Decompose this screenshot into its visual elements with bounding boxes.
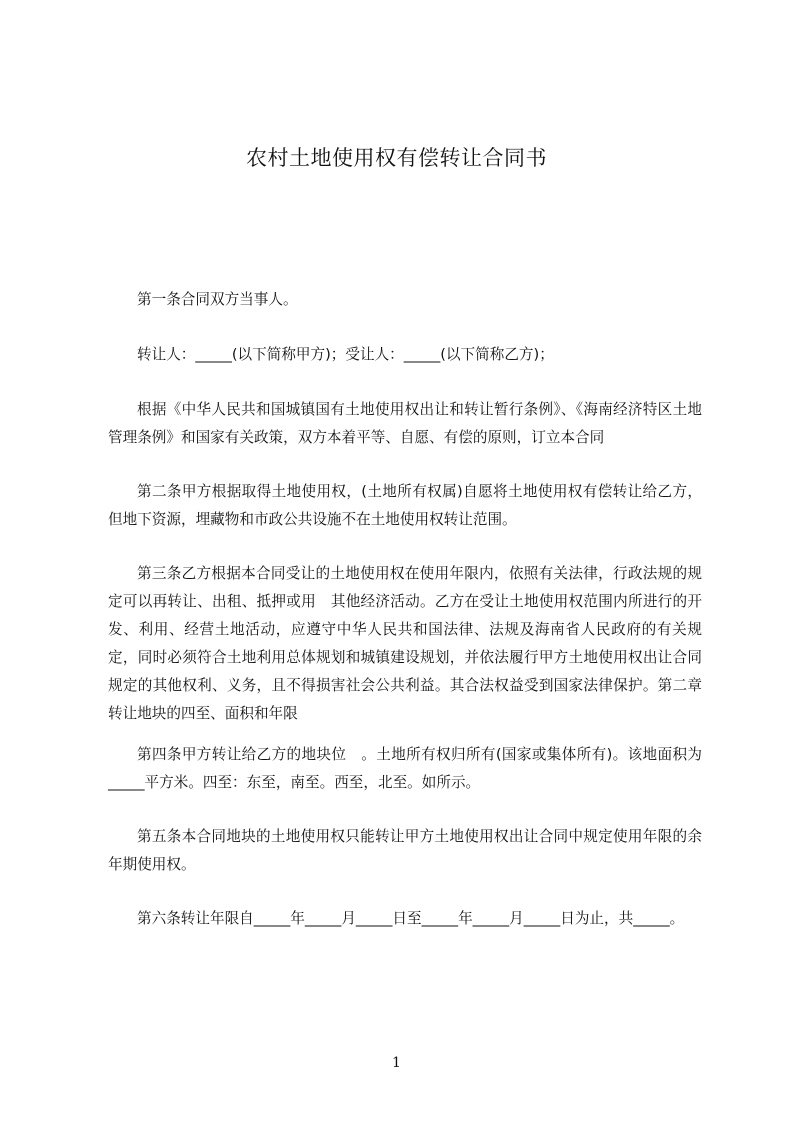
paragraph-article-5: 第五条本合同地块的土地使用权只能转让甲方土地使用权出让合同中规定使用年限的余年期使用权。 xyxy=(108,828,702,873)
paragraph-article-3: 第三条乙方根据本合同受让的土地使用权在使用年限内，依照有关法律，行政法规的规定可以再转让、出租、抵押或用 其他经济活动。乙方在受让土地使用权范围内所进行的开发、利用、经营土地活动，应遵守中华人民共和国法律、法规及海南省人民政府的有关规定，同时必须符合土地利用总体规划和城镇建设规划，并依法履行甲方土地使用权出让合同规定的其他权利、义务，且不得损害社会公共利益。其合法权益受到国家法律保护。第二章转让地块的四至、面积和年限 xyxy=(108,565,702,722)
paragraph-article-6: 第六条转让年限自_____年_____月_____日至_____年_____月_____日为止，共_____。 xyxy=(137,910,685,927)
document-title: 农村土地使用权有偿转让合同书 xyxy=(246,146,547,170)
paragraph-basis: 根据《中华人民共和国城镇国有土地使用权出让和转让暂行条例》、《海南经济特区土地管理条例》和国家有关政策，双方本着平等、自愿、有偿的原则，订立本合同 xyxy=(108,401,702,446)
paragraph-parties: 转让人：_____(以下简称甲方)；受让人：_____(以下简称乙方)； xyxy=(137,346,554,363)
paragraph-article-1: 第一条合同双方当事人。 xyxy=(137,291,298,308)
page-number: 1 xyxy=(392,1055,401,1071)
paragraph-article-4: 第四条甲方转让给乙方的地块位 。土地所有权归所有(国家或集体所有)。该地面积为_____平方米。四至：东至，南至。西至，北至。如所示。 xyxy=(108,746,702,791)
paragraph-article-2: 第二条甲方根据取得土地使用权，(土地所有权属)自愿将土地使用权有偿转让给乙方，但地下资源，埋藏物和市政公共设施不在土地使用权转让范围。 xyxy=(108,483,702,528)
